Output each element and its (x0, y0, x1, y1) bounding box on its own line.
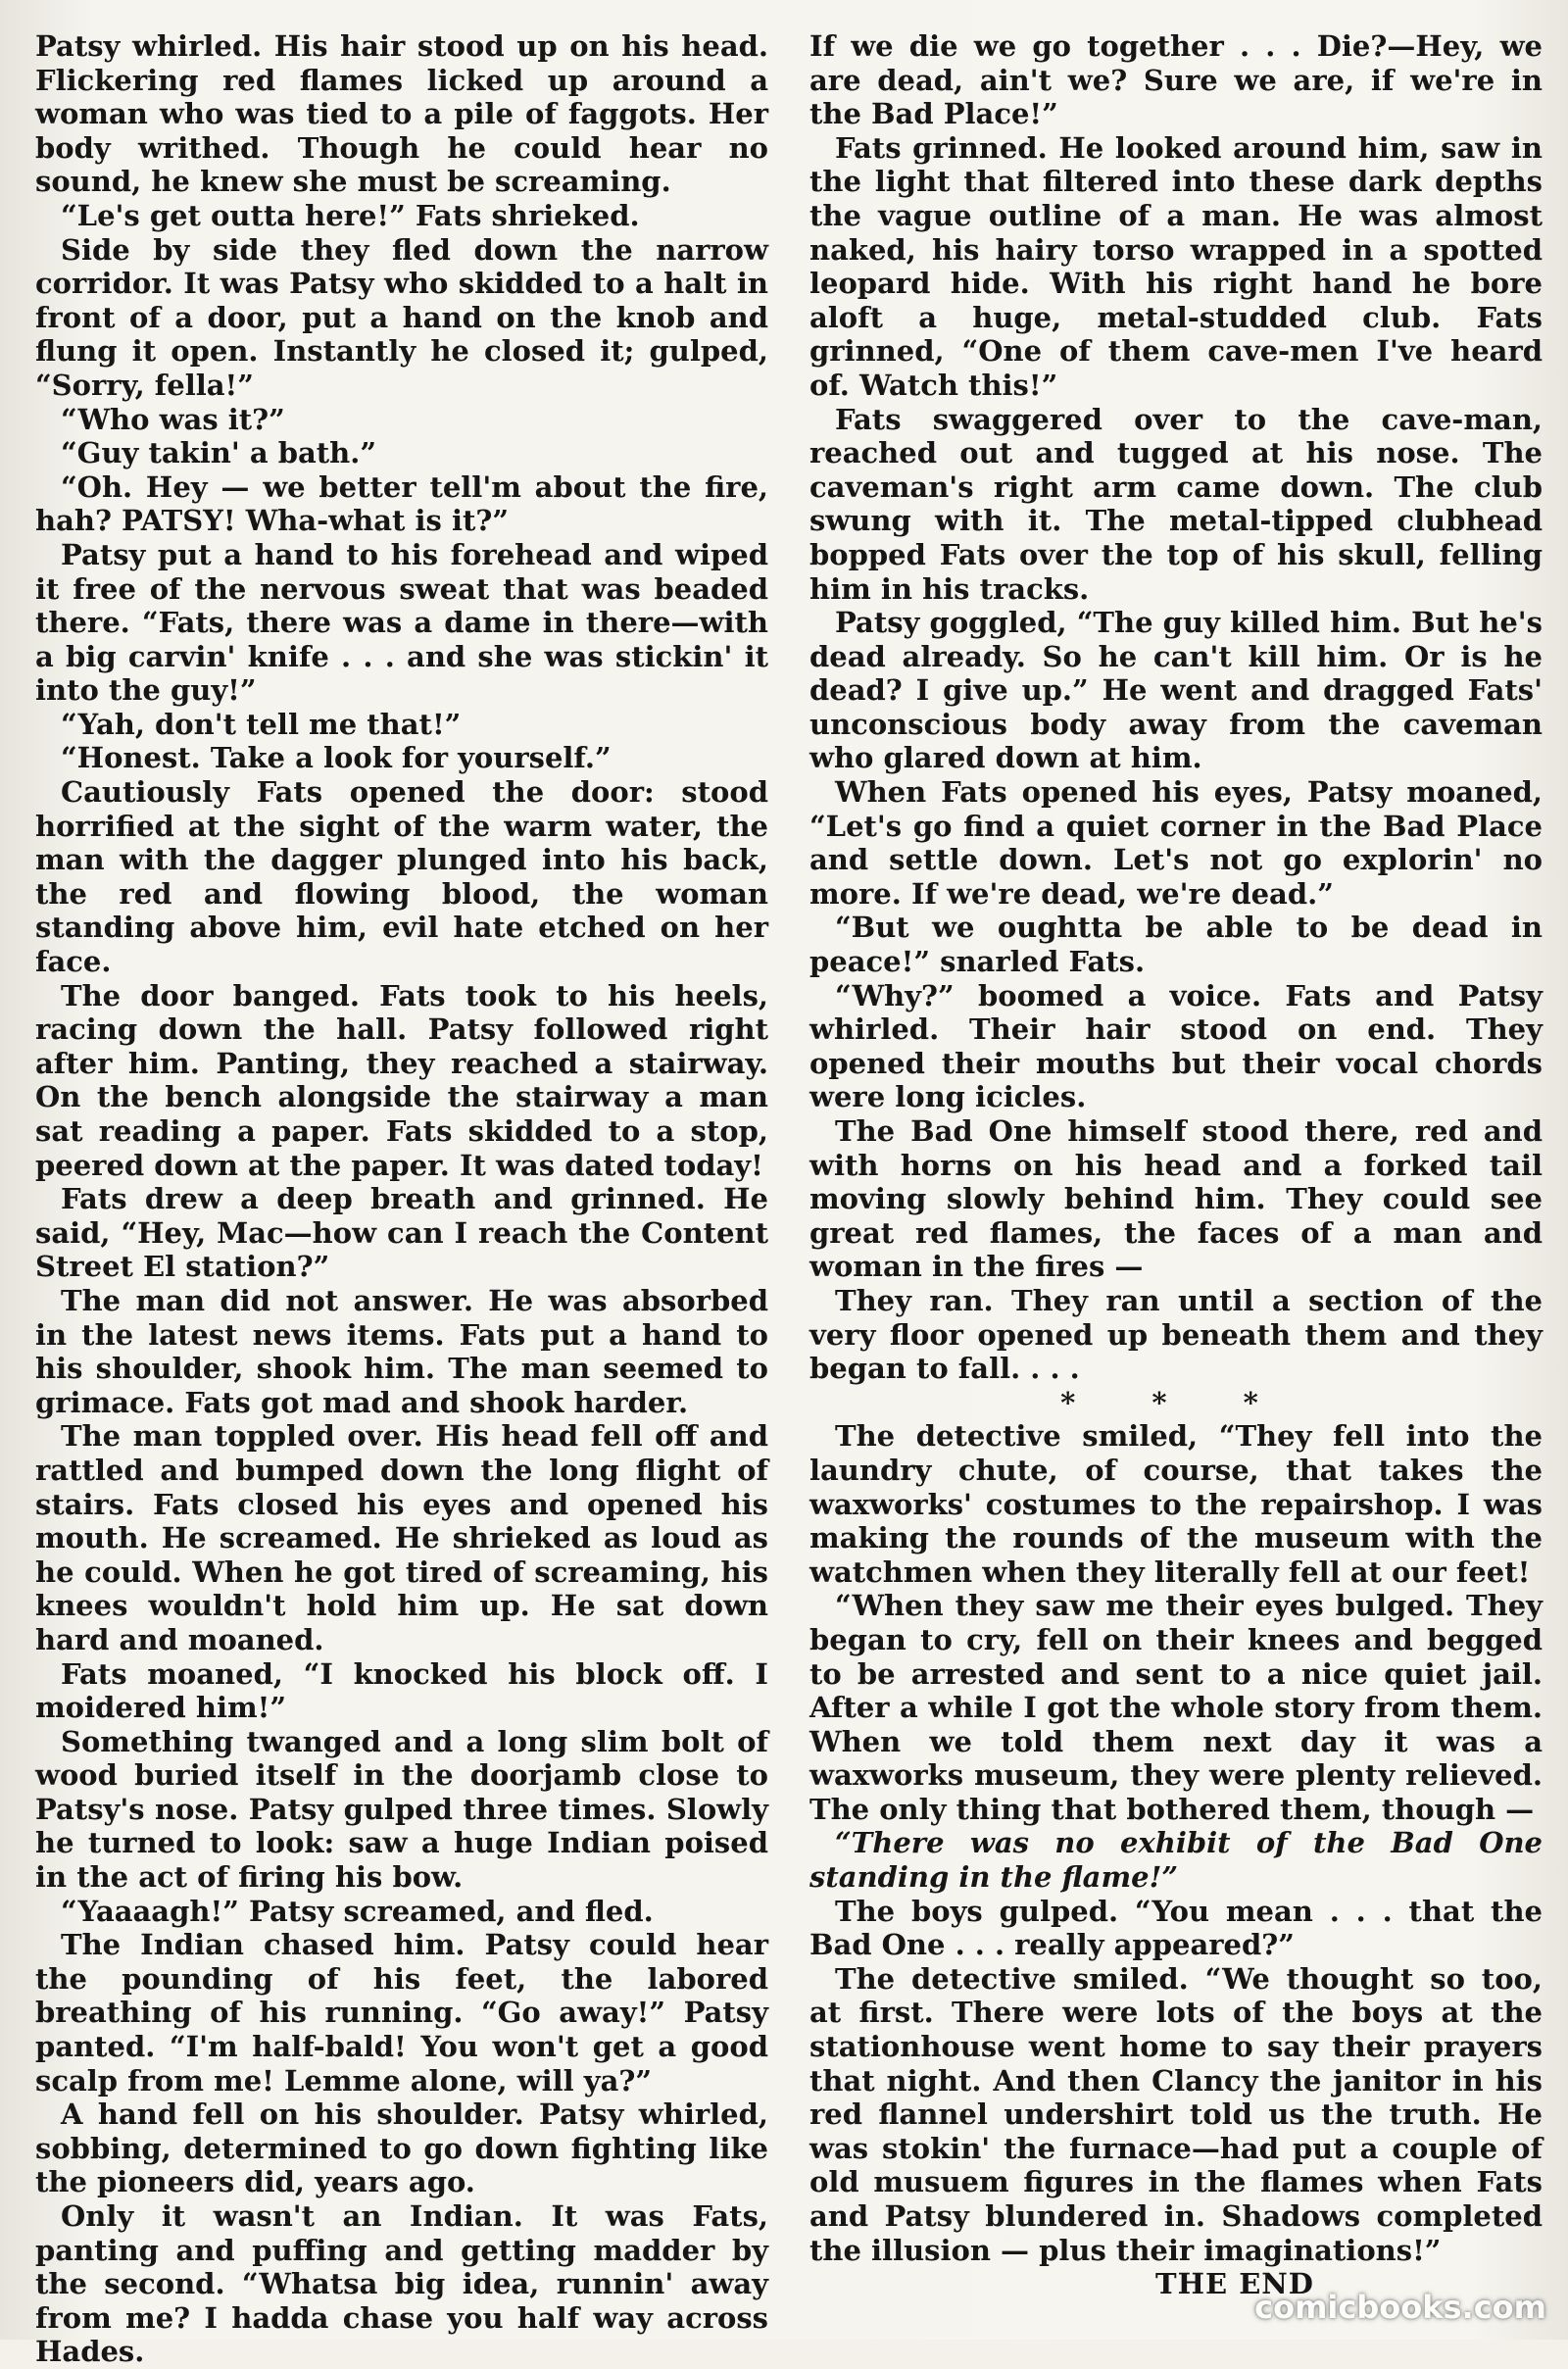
paragraph: The Indian chased him. Patsy could hear the pounding of his feet, the labored breathing of his running. “Go away!” Patsy panted. “I'm half-bald! You won't get a good scalp from me! Lemme alone, will ya?” (35, 1928, 768, 2098)
paragraph: If we die we go together . . . Die?—Hey, we are dead, ain't we? Sure we are, if we're in the Bad Place!” (809, 29, 1543, 131)
watermark-logo: comicbooks.com (1254, 2289, 1546, 2326)
paragraph: “Who was it?” (61, 402, 285, 436)
paragraph: Only it wasn't an Indian. It was Fats, panting and puffing and getting madder by the second. “Whatsa big idea, runnin' away from me? I hadda chase you half way across Hades. (35, 2199, 768, 2369)
paragraph: The door banged. Fats took to his heels, racing down the hall. Patsy followed right after him. Panting, they reached a stairway. On the bench alongside the stairway a man sat reading a paper. Fats skidded to a stop, peered down at the paper. It was dated today! (35, 978, 768, 1182)
paragraph: Patsy goggled, “The guy killed him. But he's dead already. So he can't kill him. Or is he dead? I give up.” He went and dragged Fats' unconscious body away from the caveman who glared down at him. (809, 606, 1543, 775)
paragraph: The boys gulped. “You mean . . . that the Bad One . . . really appeared?” (809, 1894, 1543, 1962)
paragraph: The detective smiled. “We thought so too, at first. There were lots of the boys at the stationhouse went home to say their prayers that night. And then Clancy the janitor in his red flannel undershirt told us the truth. He was stokin' the furnace—had put a couple of old musuem figures in the flames when Fats and Patsy blundered in. Shadows completed the illusion — plus their imaginations!” (809, 1961, 1543, 2267)
paragraph: When Fats opened his eyes, Patsy moaned, “Let's go find a quiet corner in the Bad Place and settle down. Let's not go explorin' no more. If we're dead, we're dead.” (809, 775, 1543, 911)
paragraph: “Oh. Hey — we better tell'm about the fire, hah? PATSY! Wha-what is it?” (35, 469, 768, 538)
paragraph: The detective smiled, “They fell into the laundry chute, of course, that takes the waxworks' costumes to the repairshop. I was making the rounds of the museum with the watchmen when they literally fell at our feet! (809, 1419, 1543, 1589)
paragraph: “Guy takin' a bath.” (61, 436, 377, 470)
paragraph: They ran. They ran until a section of the very floor opened up beneath them and they began to fall. . . . (809, 1283, 1543, 1386)
paragraph: The Bad One himself stood there, red and with horns on his head and a forked tail moving slowly behind him. They could see great red flames, the faces of a man and woman in the fires — (809, 1114, 1543, 1284)
paragraph: “Why?” boomed a voice. Fats and Patsy whirled. Their hair stood on end. They opened their mouths but their vocal chords were long icicles. (809, 978, 1543, 1114)
section-break: * * * (1060, 1385, 1292, 1419)
paragraph: “Honest. Take a look for yourself.” (61, 741, 612, 775)
paragraph: The man did not answer. He was absorbed in the latest news items. Fats put a hand to his shoulder, shook him. The man seemed to grimace. Fats got mad and shook harder. (35, 1283, 768, 1419)
the-end-label: THE END (1155, 2267, 1314, 2301)
paragraph: “But we oughtta be able to be dead in peace!” snarled Fats. (809, 911, 1543, 979)
paragraph: “Le's get outta here!” Fats shrieked. (61, 198, 640, 232)
paragraph: The man toppled over. His head fell off and rattled and bumped down the long flight of stairs. Fats closed his eyes and opened his mouth. He screamed. He shrieked as loud as he could. When he got tired of screaming, his knees wouldn't hold him up. He sat down hard and moaned. (35, 1419, 768, 1656)
paragraph: Fats drew a deep breath and grinned. He said, “Hey, Mac—how can I reach the Content Street El station?” (35, 1182, 768, 1284)
paragraph: Patsy put a hand to his forehead and wiped it free of the nervous sweat that was beaded there. “Fats, there was a dame in there—with a big carvin' knife . . . and she was stickin' it into the guy!” (35, 537, 768, 708)
right-column (809, 29, 1543, 2313)
paragraph: Something twanged and a long slim bolt of wood buried itself in the doorjamb close to Patsy's nose. Patsy gulped three times. Slowly he turned to look: saw a huge Indian poised in the act of firing his bow. (35, 1724, 768, 1895)
paragraph: Fats moaned, “I knocked his block off. I moidered him!” (35, 1656, 768, 1725)
paragraph: “Yaaaagh!” Patsy screamed, and fled. (61, 1894, 654, 1928)
paragraph: Side by side they fled down the narrow corridor. It was Patsy who skidded to a halt in front of a door, put a hand on the knob and flung it open. Instantly he closed it; gulped, “Sorry, fella!” (35, 232, 768, 402)
paragraph-italic: “There was no exhibit of the Bad One standing in the flame!” (809, 1826, 1543, 1895)
paragraph: Fats swaggered over to the cave-man, reached out and tugged at his nose. The caveman's right arm came down. The club swung with it. The metal-tipped clubhead bopped Fats over the top of his skull, felling him in his tracks. (809, 402, 1543, 606)
paragraph: A hand fell on his shoulder. Patsy whirled, sobbing, determined to go down fighting like the pioneers did, years ago. (35, 2098, 768, 2199)
paragraph: Fats grinned. He looked around him, saw in the light that filtered into these dark depths the vague outline of a man. He was almost naked, his hairy torso wrapped in a spotted leopard hide. With his right hand he bore aloft a huge, metal-studded club. Fats grinned, “One of them cave-men I've heard of. Watch this!” (809, 130, 1543, 402)
left-column (35, 29, 768, 2369)
paragraph: Patsy whirled. His hair stood up on his head. Flickering red flames licked up around a woman who was tied to a pile of faggots. Her body writhed. Though he could hear no sound, he knew she must be screaming. (35, 29, 768, 199)
paragraph: Cautiously Fats opened the door: stood horrified at the sight of the warm water, the man with the dagger plunged into his back, the red and flowing blood, the woman standing above him, evil hate etched on her face. (35, 775, 768, 979)
paragraph: “When they saw me their eyes bulged. They began to cry, fell on their knees and begged to be arrested and sent to a nice quiet jail. After a while I got the whole story from them. When we told them next day it was a waxworks museum, they were plenty relieved. The only thing that bothered them, though — (809, 1589, 1543, 1826)
paragraph: “Yah, don't tell me that!” (61, 707, 462, 741)
